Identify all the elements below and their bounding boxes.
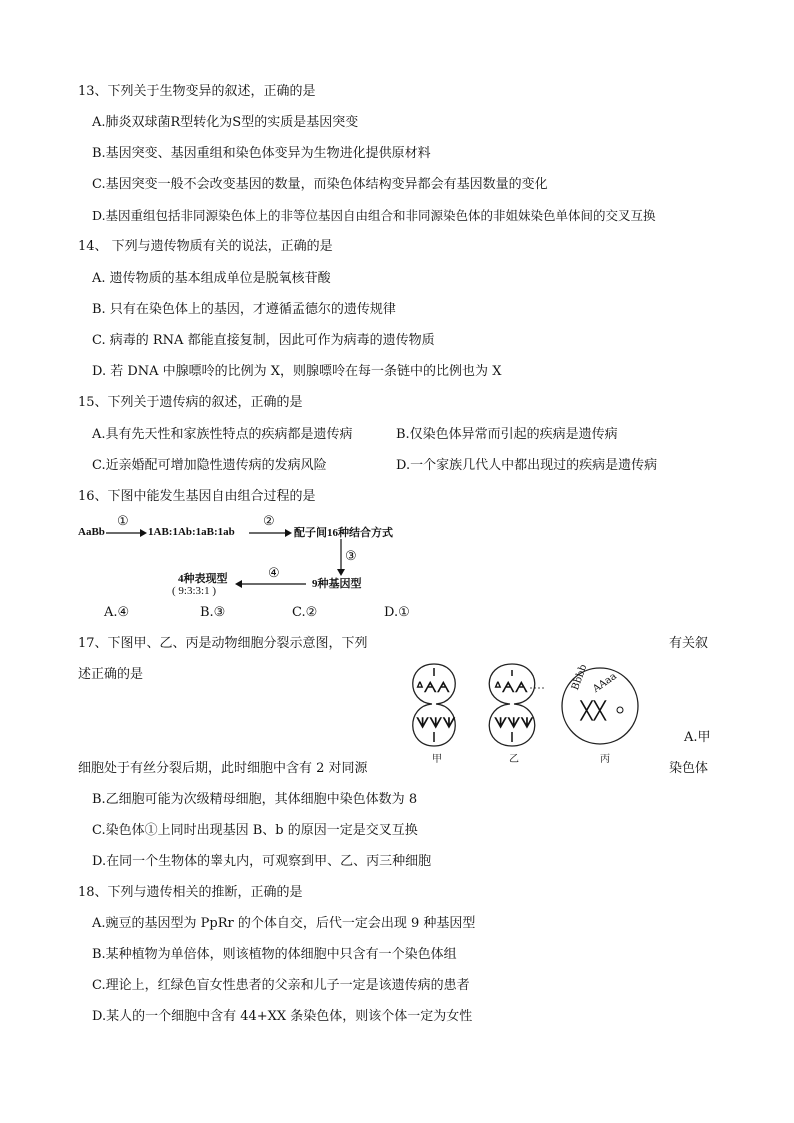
q17-stem-line2: 述正确的是 bbox=[78, 667, 144, 682]
q17-stem-line1: 17、下图甲、乙、丙是动物细胞分裂示意图，下列 bbox=[78, 636, 368, 651]
q17-option-a-end: 染色体 bbox=[669, 761, 709, 776]
cell-bing-label: 丙 bbox=[600, 754, 610, 765]
svg-text:ᗐᗐᗐ: ᗐᗐᗐ bbox=[494, 716, 534, 732]
q15-option-a: A.具有先天性和家族性特点的疾病都是遗传病 bbox=[92, 427, 353, 442]
q18-stem: 18、下列与遗传相关的推断，正确的是 bbox=[78, 885, 303, 900]
q16-option-c: C.② bbox=[292, 605, 318, 620]
q13-option-c: C.基因突变一般不会改变基因的数量，而染色体结构变异都会有基因数量的变化 bbox=[92, 177, 548, 192]
flow-start: AaBb bbox=[78, 526, 105, 538]
q14-option-a: A. 遗传物质的基本组成单位是脱氧核苷酸 bbox=[92, 271, 331, 286]
q13-option-a: A.肺炎双球菌R型转化为S型的实质是基因突变 bbox=[92, 115, 359, 130]
q17-option-a-start: A.甲 bbox=[684, 730, 711, 745]
flow-phenotypes: 4种表现型 bbox=[178, 573, 228, 585]
q13-stem: 13、下列关于生物变异的叙述，正确的是 bbox=[78, 84, 316, 99]
flow-pheno-ratio: ( 9:3:3:1 ) bbox=[172, 585, 216, 597]
q16-option-a: A.④ bbox=[104, 605, 130, 620]
q16-stem: 16、下图中能发生基因自由组合过程的是 bbox=[78, 489, 316, 504]
q14-stem: 14、 下列与遗传物质有关的说法，正确的是 bbox=[78, 239, 333, 254]
q17-option-d: D.在同一个生物体的睾丸内，可观察到甲、乙、丙三种细胞 bbox=[92, 854, 432, 869]
q18-option-c: C.理论上，红绿色盲女性患者的父亲和儿子一定是该遗传病的患者 bbox=[92, 978, 470, 993]
q15-option-d: D.一个家族几代人中都出现过的疾病是遗传病 bbox=[396, 458, 658, 473]
q14-option-d: D. 若 DNA 中腺嘌呤的比例为 X，则腺嘌呤在每一条链中的比例也为 X bbox=[92, 364, 502, 379]
svg-text:ᐞᗅᗅ: ᐞᗅᗅ bbox=[494, 680, 528, 696]
q17-option-a-line: 细胞处于有丝分裂后期，此时细胞中含有 2 对同源 bbox=[78, 761, 368, 776]
flow-ratio: 1AB:1Ab:1aB:1ab bbox=[148, 526, 235, 538]
flow-step-2: ② bbox=[263, 514, 275, 529]
q18-option-a: A.豌豆的基因型为 PpRr 的个体自交，后代一定会出现 9 种基因型 bbox=[92, 916, 476, 931]
q16-option-d: D.① bbox=[384, 605, 410, 620]
q13-option-b: B.基因突变、基因重组和染色体变异为生物进化提供原材料 bbox=[92, 146, 431, 161]
flow-genotypes: 9种基因型 bbox=[312, 578, 362, 590]
q14-option-c: C. 病毒的 RNA 都能直接复制，因此可作为病毒的遗传物质 bbox=[92, 333, 435, 348]
cell-jia-label: 甲 bbox=[432, 754, 442, 765]
q18-option-d: D.某人的一个细胞中含有 44+XX 条染色体，则该个体一定为女性 bbox=[92, 1009, 473, 1024]
flow-step-4: ④ bbox=[268, 566, 280, 581]
q15-option-b: B.仅染色体异常而引起的疾病是遗传病 bbox=[396, 427, 618, 442]
flow-step-3: ③ bbox=[345, 549, 357, 564]
cell-bing-label-1: Bbbb bbox=[570, 663, 590, 692]
q18-option-b: B.某种植物为单倍体，则该植物的体细胞中只含有一个染色体组 bbox=[92, 947, 457, 962]
q15-stem: 15、下列关于遗传病的叙述，正确的是 bbox=[78, 395, 303, 410]
q17-option-b: B.乙细胞可能为次级精母细胞，其体细胞中染色体数为 8 bbox=[92, 792, 418, 807]
q17-option-c: C.染色体①上同时出现基因 B、b 的原因一定是交叉互换 bbox=[92, 823, 418, 838]
svg-text:ᚷᚷ: ᚷᚷ bbox=[580, 698, 607, 724]
cell-bing-label-2: AAaa bbox=[591, 670, 619, 696]
q15-option-c: C.近亲婚配可增加隐性遗传病的发病风险 bbox=[92, 458, 327, 473]
svg-text:ᐞᗅᗅ: ᐞᗅᗅ bbox=[416, 680, 450, 696]
q16-option-b: B.③ bbox=[200, 605, 226, 620]
flow-combos: 配子间16种结合方式 bbox=[294, 527, 393, 539]
flow-arrow-4 bbox=[234, 579, 314, 589]
flow-step-1: ① bbox=[117, 514, 129, 529]
q17-stem-line1-end: 有关叙 bbox=[669, 636, 709, 651]
cell-yi-label: 乙 bbox=[509, 754, 519, 765]
svg-text:ᗐᗐᗐ: ᗐᗐᗐ bbox=[416, 716, 456, 732]
q13-option-d: D.基因重组包括非同源染色体上的非等位基因自由组合和非同源染色体的非姐妹染色单体间的交叉互换 bbox=[92, 208, 656, 223]
q14-option-b: B. 只有在染色体上的基因，才遵循孟德尔的遗传规律 bbox=[92, 302, 396, 317]
